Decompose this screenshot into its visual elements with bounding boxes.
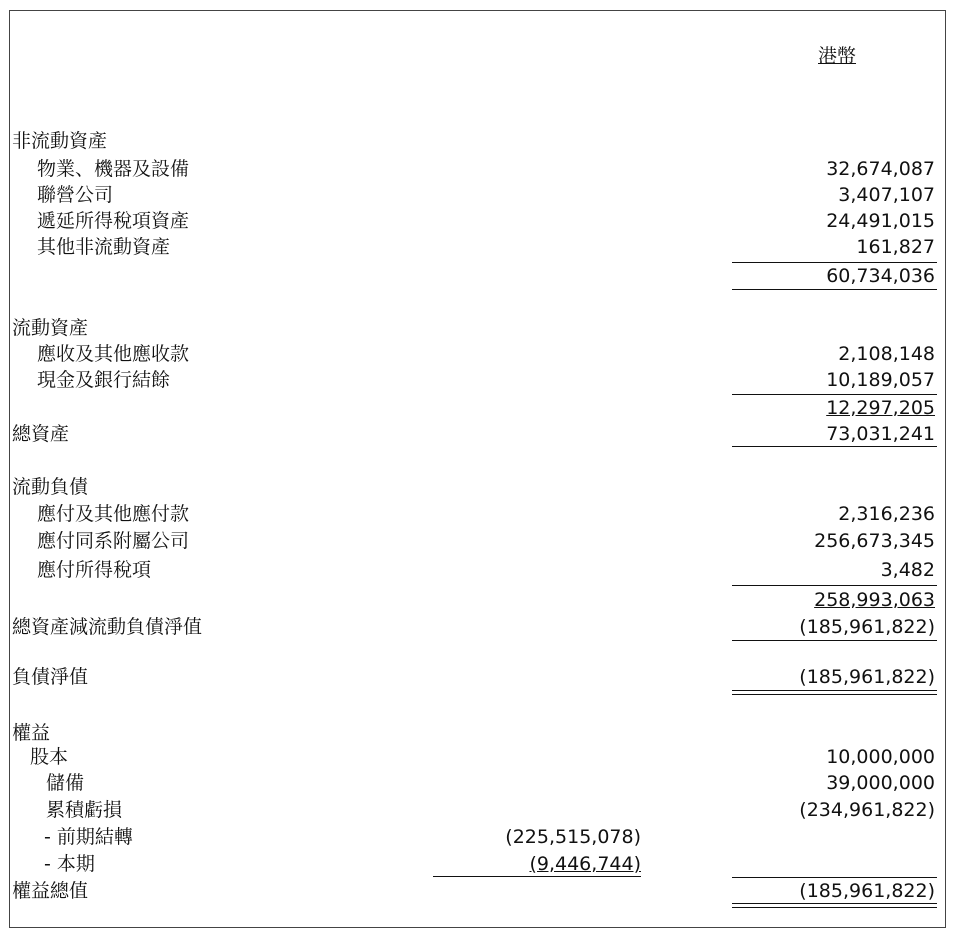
double-rule: [732, 690, 937, 695]
other-non-current-amount: 161,827: [856, 236, 935, 258]
rule: [732, 877, 937, 878]
double-rule: [732, 903, 937, 908]
current-liabilities-total-amount: 258,993,063: [814, 589, 935, 611]
payables-amount: 2,316,236: [838, 503, 935, 525]
brought-forward-label: - 前期結轉: [44, 826, 133, 848]
ppe-label: 物業、機器及設備: [37, 158, 190, 180]
current-period-amount: (9,446,744): [529, 853, 641, 875]
share-capital-label: 股本: [30, 746, 69, 768]
income-tax-payable-label: 應付所得稅項: [37, 559, 152, 581]
fellow-subsidiaries-label: 應付同系附屬公司: [37, 530, 190, 552]
net-after-current-liabilities-amount: (185,961,822): [799, 616, 935, 638]
cash-amount: 10,189,057: [826, 369, 935, 391]
reserves-label: 儲備: [46, 772, 85, 794]
current-liabilities-heading: 流動負債: [12, 476, 89, 498]
non-current-total-amount: 60,734,036: [826, 265, 935, 287]
net-liabilities-label: 負債淨值: [12, 666, 89, 688]
deferred-tax-assets-amount: 24,491,015: [826, 210, 935, 232]
payables-label: 應付及其他應付款: [37, 503, 190, 525]
rule: [732, 640, 937, 641]
statement-frame: [9, 10, 946, 928]
net-liabilities-amount: (185,961,822): [799, 666, 935, 688]
fellow-subsidiaries-amount: 256,673,345: [814, 530, 935, 552]
income-tax-payable-amount: 3,482: [880, 559, 935, 581]
associates-amount: 3,407,107: [838, 184, 935, 206]
receivables-label: 應收及其他應收款: [37, 343, 190, 365]
ppe-amount: 32,674,087: [826, 158, 935, 180]
other-non-current-label: 其他非流動資產: [37, 236, 171, 258]
accumulated-losses-amount: (234,961,822): [799, 799, 935, 821]
accumulated-losses-label: 累積虧損: [46, 799, 123, 821]
non-current-assets-heading: 非流動資產: [12, 130, 108, 152]
rule: [732, 289, 937, 290]
net-after-current-liabilities-label: 總資產減流動負債淨值: [12, 616, 203, 638]
currency-header: 港幣: [818, 45, 857, 67]
reserves-amount: 39,000,000: [826, 772, 935, 794]
rule: [732, 446, 937, 447]
rule: [732, 585, 937, 586]
brought-forward-amount: (225,515,078): [505, 826, 641, 848]
total-assets-amount: 73,031,241: [826, 423, 935, 445]
rule: [732, 394, 937, 395]
rule: [732, 262, 937, 263]
associates-label: 聯營公司: [37, 184, 114, 206]
total-equity-label: 權益總值: [12, 880, 89, 902]
receivables-amount: 2,108,148: [838, 343, 935, 365]
total-equity-amount: (185,961,822): [799, 880, 935, 902]
current-assets-heading: 流動資產: [12, 317, 89, 339]
equity-heading: 權益: [12, 722, 51, 744]
share-capital-amount: 10,000,000: [826, 746, 935, 768]
total-assets-label: 總資產: [12, 423, 70, 445]
deferred-tax-assets-label: 遞延所得稅項資產: [37, 210, 190, 232]
current-period-label: - 本期: [44, 853, 95, 875]
rule: [433, 876, 641, 877]
current-assets-total-amount: 12,297,205: [826, 397, 935, 419]
cash-label: 現金及銀行結餘: [37, 369, 171, 391]
